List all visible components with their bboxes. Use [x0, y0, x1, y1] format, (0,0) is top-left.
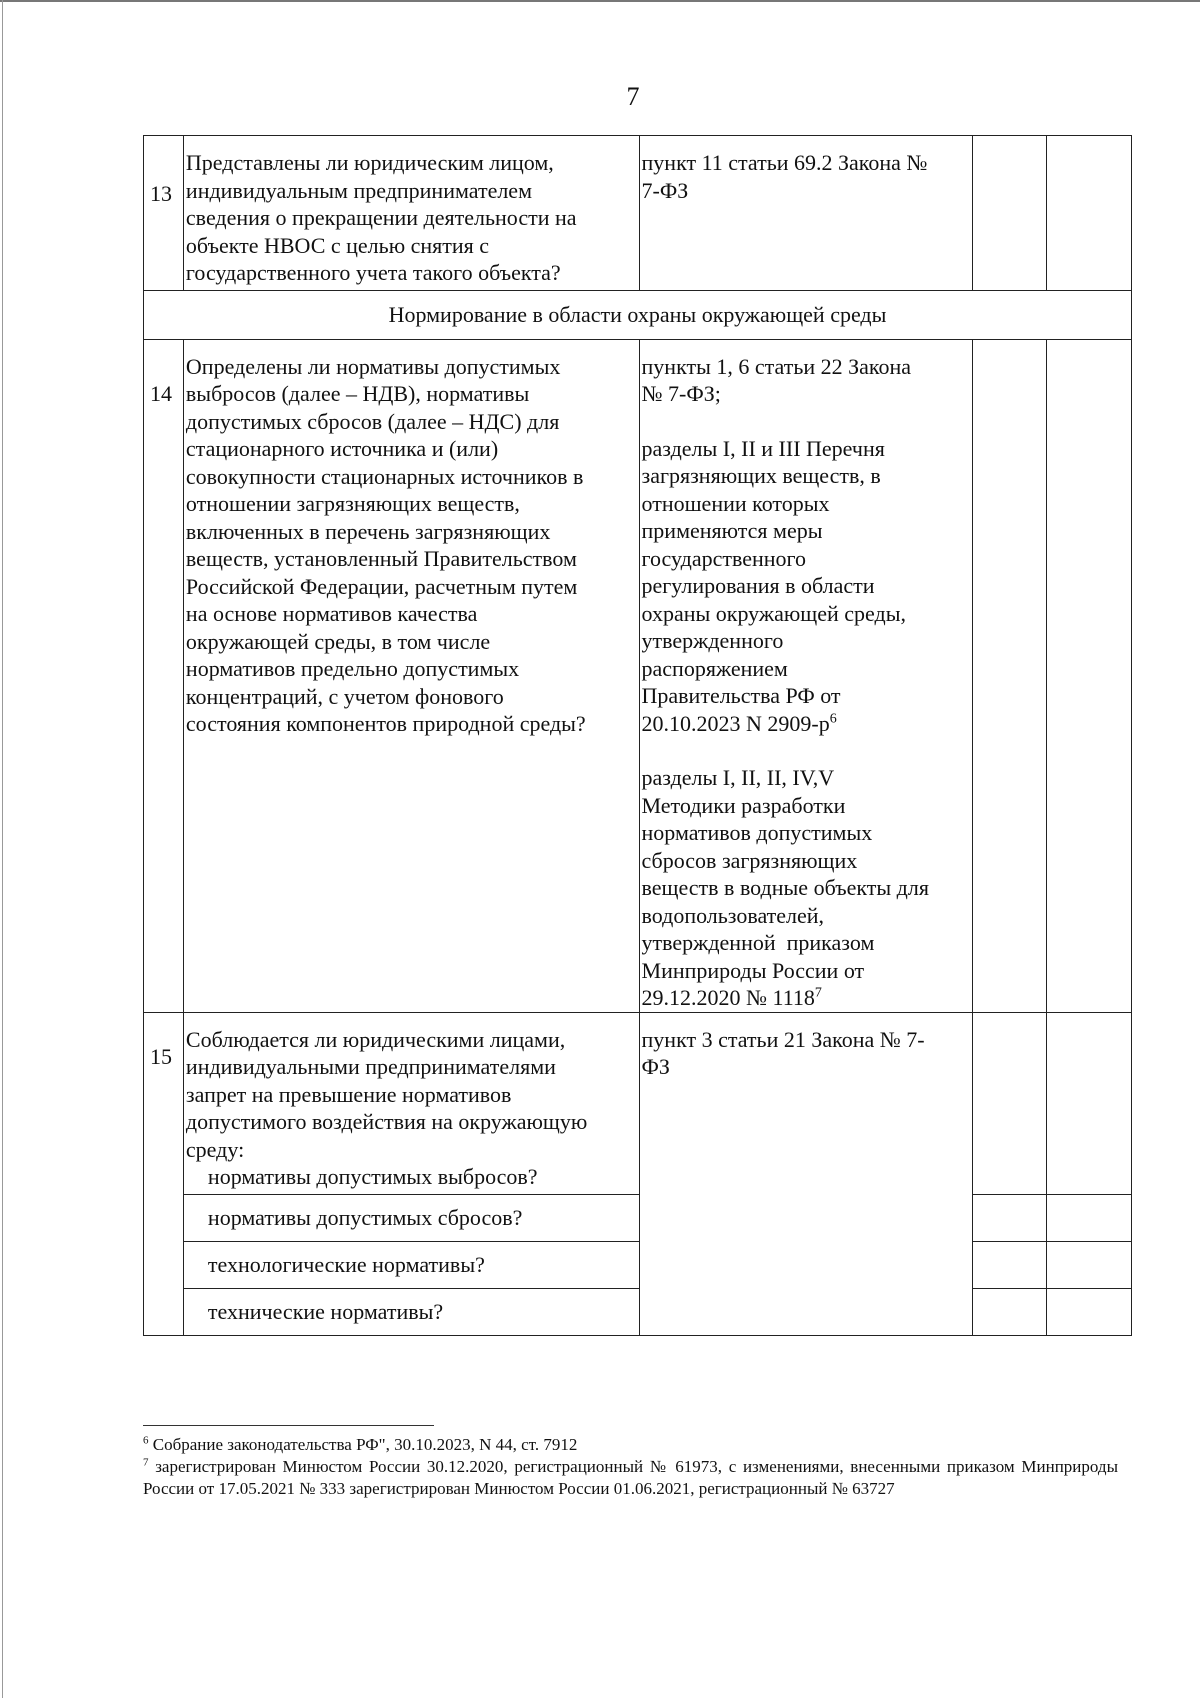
reference-line: Минприроды России от: [641, 957, 865, 983]
reference-line: Методики разработки: [641, 792, 846, 818]
footnotes: [143, 1434, 1118, 1500]
table-row: [144, 1194, 1132, 1241]
reference-line: № 7-ФЗ;: [641, 381, 721, 406]
question-line: отношении загрязняющих веществ,: [185, 491, 520, 516]
question-cell: [183, 1012, 639, 1194]
question-line: среду:: [185, 1136, 245, 1162]
footnote-separator: [143, 1425, 434, 1426]
reference-line: регулирования в области: [641, 573, 875, 598]
table-row: [144, 1241, 1132, 1288]
question-line: выбросов (далее – НДВ), нормативы: [185, 381, 530, 406]
reference-line: веществ в водные объекты для: [641, 875, 929, 900]
table-row: [144, 339, 1132, 1012]
question-line: Представлены ли юридическим лицом,: [185, 150, 554, 175]
answer-cell-no[interactable]: [1046, 339, 1131, 1012]
answer-cell-yes[interactable]: [973, 136, 1047, 291]
footnote-6: [143, 1434, 1118, 1456]
footnote-7: [143, 1456, 1118, 1500]
reference-line: пункт 3 статьи 21 Закона № 7-: [641, 1026, 925, 1052]
section-title: Нормирование в области охраны окружающей среды: [144, 290, 1132, 339]
question-line: состояния компонентов природной среды?: [185, 711, 586, 736]
footnote-text: зарегистрирован Минюстом России 30.12.2020, регистрационный № 61973, с изменениями, внесенными приказом Минприроды России от 17.05.2021 № 333 зарегистрирован Минюстом России 01.06.2021, регистрационный № 63727: [143, 1457, 1118, 1498]
reference-line: применяются меры: [641, 518, 823, 543]
reference-line: утвержденной приказом: [641, 930, 875, 955]
page-number: 7: [626, 82, 640, 111]
sub-question-cell: нормативы допустимых сбросов?: [183, 1194, 639, 1241]
spacer: [642, 408, 971, 435]
reference-line: распоряжением: [641, 655, 788, 681]
question-line: запрет на превышение нормативов: [185, 1081, 512, 1107]
reference-cell: [639, 1012, 973, 1335]
question-line: совокупности стационарных источников в: [185, 463, 584, 489]
spacer: [642, 737, 971, 764]
answer-cell-yes[interactable]: [973, 1288, 1047, 1335]
reference-text: 29.12.2020 № 1118: [641, 985, 815, 1010]
page-edge: [0, 0, 1200, 2]
sub-question-line: нормативы допустимых выбросов?: [207, 1164, 538, 1189]
table-row: [144, 290, 1132, 339]
question-line: индивидуальным предпринимателем: [185, 177, 532, 203]
reference-line: разделы I, II, II, IV,V: [641, 765, 835, 790]
row-number: 15: [144, 1012, 184, 1335]
reference-line: нормативов допустимых: [641, 820, 873, 845]
question-line: допустимых сбросов (далее – НДС) для: [185, 408, 560, 434]
question-line: концентраций, с учетом фонового: [185, 683, 504, 709]
answer-cell-no[interactable]: [1046, 1194, 1131, 1241]
reference-line: государственного: [641, 545, 807, 571]
reference-line: пункты 1, 6 статьи 22 Закона: [641, 353, 912, 379]
reference-line: [642, 984, 971, 1012]
footnote-mark: 7: [143, 1456, 149, 1469]
question-line: нормативов предельно допустимых: [185, 656, 520, 681]
question-cell: [183, 339, 639, 1012]
checklist-table: [143, 135, 1132, 1336]
table-row: [144, 136, 1132, 291]
reference-line: [642, 710, 971, 738]
answer-cell-no[interactable]: [1046, 136, 1131, 291]
question-line: государственного учета такого объекта?: [185, 260, 561, 285]
footnote-mark: 6: [829, 711, 837, 727]
question-line: стационарного источника и (или): [185, 436, 499, 461]
reference-text: 20.10.2023 N 2909-р: [641, 710, 830, 736]
reference-line: водопользователей,: [641, 902, 825, 928]
question-line: Соблюдается ли юридическими лицами,: [185, 1026, 566, 1052]
table-row: [144, 1012, 1132, 1194]
reference-line: утвержденного: [641, 628, 784, 653]
question-line: индивидуальными предпринимателями: [185, 1054, 556, 1079]
footnote-mark: 6: [143, 1434, 149, 1447]
question-line: включенных в перечень загрязняющих: [185, 518, 551, 544]
question-line: Российской Федерации, расчетным путем: [185, 573, 578, 599]
page-edge: [2, 0, 3, 1698]
answer-cell-yes[interactable]: [973, 339, 1047, 1012]
reference-line: ФЗ: [641, 1054, 670, 1079]
reference-line: загрязняющих веществ, в: [641, 463, 881, 488]
reference-line: сбросов загрязняющих: [641, 847, 858, 873]
question-line: Определены ли нормативы допустимых: [185, 353, 561, 379]
reference-line: разделы I, II и III Перечня: [641, 435, 885, 461]
reference-line: охраны окружающей среды,: [641, 600, 906, 626]
reference-line: Правительства РФ от: [641, 683, 841, 708]
answer-cell-yes[interactable]: [973, 1012, 1047, 1194]
row-number: 14: [144, 339, 184, 1012]
reference-line: отношении которых: [641, 490, 830, 516]
question-line: веществ, установленный Правительством: [185, 546, 577, 571]
question-line: сведения о прекращении деятельности на: [185, 205, 577, 230]
footnote-mark: 7: [814, 985, 822, 1001]
sub-question-cell: технические нормативы?: [183, 1288, 639, 1335]
reference-line: 7-ФЗ: [641, 177, 689, 203]
answer-cell-no[interactable]: [1046, 1288, 1131, 1335]
question-line: объекте НВОС с целью снятия с: [185, 232, 490, 258]
question-line: окружающей среды, в том числе: [185, 628, 491, 654]
answer-cell-no[interactable]: [1046, 1012, 1131, 1194]
question-line: на основе нормативов качества: [185, 601, 478, 626]
answer-cell-yes[interactable]: [973, 1194, 1047, 1241]
question-line: допустимого воздействия на окружающую: [185, 1109, 588, 1134]
reference-cell: [639, 136, 973, 291]
reference-line: пункт 11 статьи 69.2 Закона №: [641, 150, 928, 175]
table-row: [144, 1288, 1132, 1335]
row-number: 13: [144, 136, 184, 291]
answer-cell-yes[interactable]: [973, 1241, 1047, 1288]
question-cell: [183, 136, 639, 291]
reference-cell: [639, 339, 973, 1012]
answer-cell-no[interactable]: [1046, 1241, 1131, 1288]
sub-question-cell: технологические нормативы?: [183, 1241, 639, 1288]
footnote-text: Собрание законодательства РФ", 30.10.2023, N 44, ст. 7912: [148, 1435, 578, 1454]
